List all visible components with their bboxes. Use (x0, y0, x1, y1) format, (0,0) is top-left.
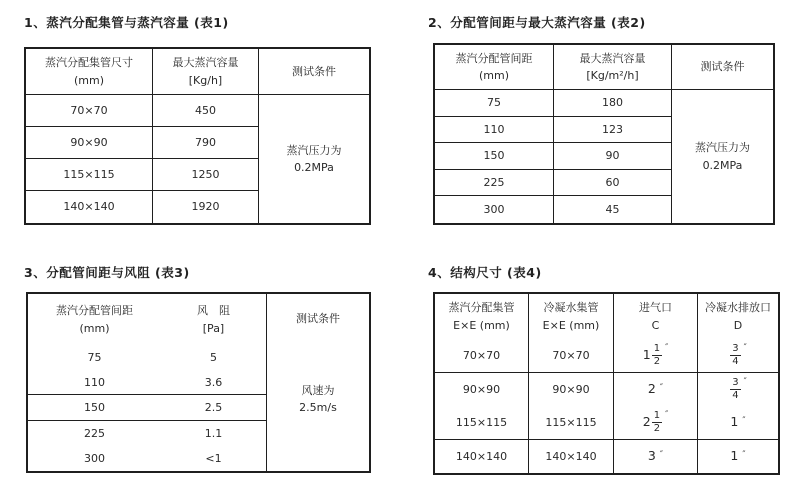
condition-line2: 0.2MPa (702, 158, 743, 172)
fraction: $\frac{3}{4}$ (732, 343, 739, 367)
table-cell-inlet (614, 373, 698, 407)
pipe-dimension: 1 $\frac{1}{2}$ ″ (642, 343, 669, 367)
header-line2: (mm) (73, 73, 104, 87)
table-cell: 115×115 (26, 159, 153, 191)
table-cell: 115×115 (529, 406, 614, 440)
header-line1: 最大蒸汽容量 (172, 56, 239, 70)
table-cell: 2.5 (161, 395, 266, 420)
header-line1: 最大蒸汽容量 (579, 51, 646, 65)
table3-condition-column (266, 294, 369, 471)
table3-header-condition: 测试条件 (296, 312, 340, 325)
condition-line1: 蒸汽压力为 (286, 143, 342, 157)
table-cell: 90×90 (435, 373, 529, 407)
table-cell-drain (698, 440, 778, 474)
table3 (26, 292, 371, 473)
header-line2: (mm) (79, 321, 110, 335)
table1-header-condition: 测试条件 (259, 49, 369, 95)
table-cell: 790 (153, 127, 259, 159)
pipe-dimension: 1 ″ (730, 414, 746, 429)
inch-mark: ″ (742, 416, 746, 426)
table3-title: 3、分配管间距与风阻 (表3) (24, 265, 190, 280)
inch-mark: ″ (659, 450, 664, 460)
inch-mark: ″ (743, 343, 747, 354)
header-line2: D (733, 318, 743, 332)
table2-header-spacing (435, 45, 554, 90)
table-cell: 45 (554, 196, 672, 223)
table3-header-spacing (28, 294, 161, 345)
table-cell: 140×140 (529, 440, 614, 474)
fraction: $\frac{1}{2}$ (653, 343, 661, 367)
header-line1: 冷凝水排放口 (705, 301, 771, 315)
inch-mark: ″ (665, 410, 669, 421)
table-cell: 150 (28, 395, 161, 420)
table-cell: 123 (554, 117, 672, 144)
table-cell: 90 (554, 143, 672, 170)
header-line2: C (651, 318, 660, 332)
header-line1: 风 阻 (197, 304, 230, 318)
table-cell: 300 (84, 451, 105, 465)
table-cell: 75 (435, 90, 554, 117)
table4-header-drain (698, 294, 778, 339)
table1-condition-value (259, 95, 369, 223)
table2-title: 2、分配管间距与最大蒸汽容量 (表2) (428, 15, 646, 30)
header-line1: 蒸汽分配集管 (448, 301, 515, 315)
header-line2: [Kg/h] (188, 73, 223, 87)
table-cell: 180 (554, 90, 672, 117)
table4-header-steam-header (435, 294, 529, 339)
header-line2: E×E (mm) (542, 318, 600, 332)
table4-title: 4、结构尺寸 (表4) (428, 265, 542, 280)
table-cell: 75 (87, 351, 102, 365)
header-line1: 蒸汽分配集管尺寸 (45, 56, 133, 70)
inch-mark: ″ (743, 377, 747, 388)
table-cell: 5 (210, 351, 217, 365)
table1 (24, 47, 371, 225)
table-cell: 70×70 (435, 339, 529, 373)
header-line1: 蒸汽分配管间距 (455, 51, 533, 65)
inch-mark: ″ (665, 343, 669, 354)
table-cell: 150 (435, 143, 554, 170)
condition-line2: 2.5m/s (299, 401, 337, 415)
table-cell: 300 (435, 196, 554, 223)
table-cell: 225 (84, 426, 105, 440)
pipe-dimension: 2 ″ (647, 381, 664, 396)
table-cell-drain (698, 339, 778, 373)
header-line2: (mm) (478, 69, 509, 82)
table1-header-capacity (153, 49, 259, 95)
header-line1: 蒸汽分配管间距 (56, 304, 133, 318)
table-cell: 70×70 (26, 95, 153, 127)
header-line2: [Kg/m²/h] (586, 69, 639, 82)
table-cell: 70×70 (529, 339, 614, 373)
table4-header-inlet (614, 294, 698, 339)
condition-line1: 蒸汽压力为 (695, 141, 750, 155)
table-cell: 110 (435, 117, 554, 144)
table2 (433, 43, 775, 225)
condition-line1: 风速为 (301, 384, 335, 398)
header-line2: E×E (mm) (453, 318, 510, 332)
table1-header-size (26, 49, 153, 95)
fraction: $\frac{3}{4}$ (732, 377, 739, 401)
pipe-dimension: 1 ″ (730, 448, 746, 463)
table-cell-inlet (614, 440, 698, 474)
table2-header-capacity (554, 45, 672, 90)
table-cell: 110 (28, 370, 161, 395)
table-cell: 90×90 (529, 373, 614, 407)
pipe-dimension (729, 377, 747, 401)
table4 (433, 292, 780, 475)
table4-header-condensate-header (529, 294, 614, 339)
table-cell: 60 (554, 170, 672, 197)
fraction: $\frac{1}{2}$ (653, 410, 661, 434)
inch-mark: ″ (659, 383, 664, 393)
header-line1: 冷凝水集管 (543, 301, 599, 315)
pipe-dimension (729, 343, 747, 367)
table-cell: <1 (205, 451, 222, 465)
pipe-dimension: 3 ″ (647, 448, 664, 463)
condition-line2: 0.2MPa (294, 161, 334, 174)
table-cell-inlet (614, 406, 698, 440)
table-cell: 140×140 (435, 440, 529, 474)
table2-header-condition: 测试条件 (672, 45, 773, 90)
table-cell: 90×90 (26, 127, 153, 159)
table-cell: 1.1 (204, 426, 223, 440)
table-cell-inlet (614, 339, 698, 373)
table-cell: 1920 (153, 191, 259, 223)
table-cell: 450 (153, 95, 259, 127)
table-cell-drain (698, 373, 778, 407)
table-cell-drain (698, 406, 778, 440)
table-cell: 225 (435, 170, 554, 197)
header-line1: 进气口 (639, 301, 672, 315)
table-cell: 1250 (153, 159, 259, 191)
table-cell: 140×140 (26, 191, 153, 223)
table3-condition-value (299, 382, 337, 416)
header-line2: [Pa] (202, 321, 225, 335)
pipe-dimension: 2 $\frac{1}{2}$ ″ (642, 410, 669, 434)
table1-title: 1、蒸汽分配集管与蒸汽容量 (表1) (24, 15, 229, 30)
table2-condition-value (672, 90, 773, 223)
table3-header-resistance (161, 294, 266, 345)
inch-mark: ″ (742, 450, 746, 460)
table-cell: 3.6 (161, 370, 266, 395)
table-cell: 115×115 (435, 406, 529, 440)
